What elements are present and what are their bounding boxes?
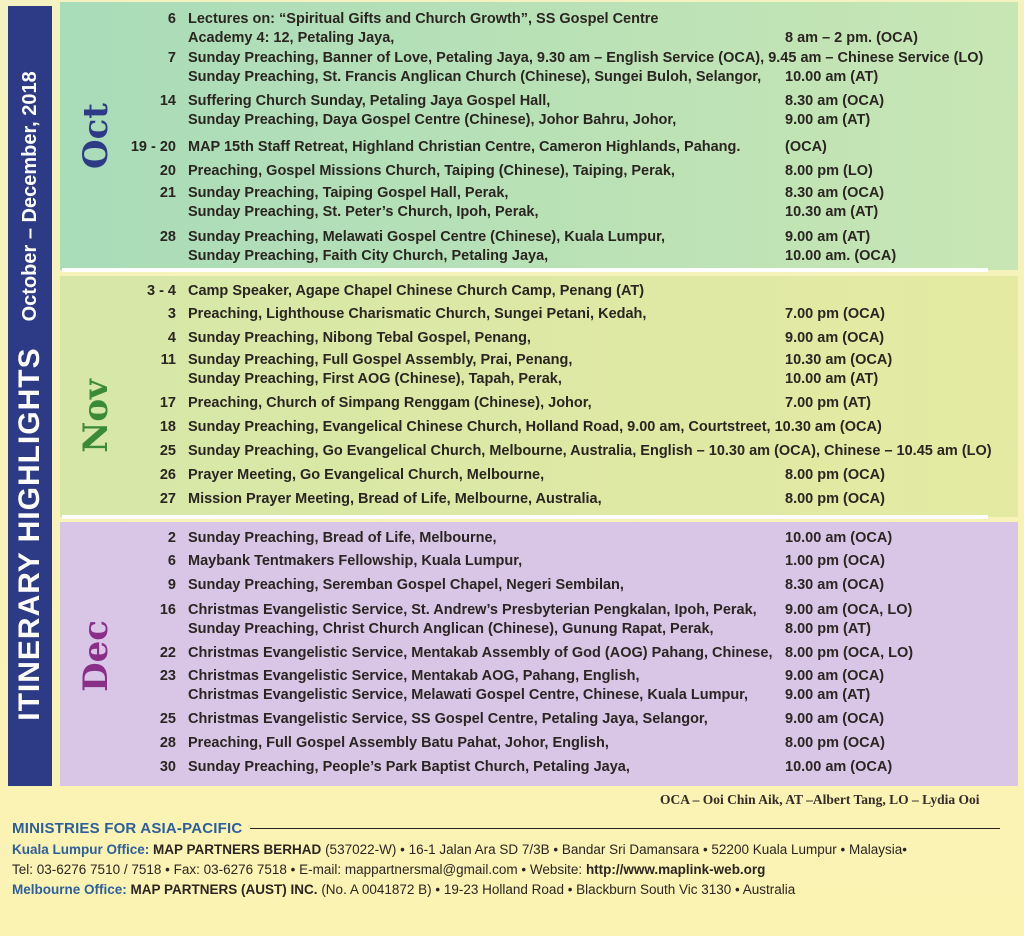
event-desc: Christmas Evangelistic Service, SS Gospel Centre, Petaling Jaya, Selangor, <box>188 711 708 727</box>
event-time: 9.00 am (OCA) <box>785 668 885 684</box>
event-desc: Preaching, Full Gospel Assembly Batu Pahat, Johor, English, <box>188 735 609 751</box>
date-range: October – December, 2018 <box>18 71 41 322</box>
event-time: 10.00 am (OCA) <box>785 759 893 775</box>
event-day: 16 <box>159 602 176 618</box>
event-time: 8.00 pm (OCA, LO) <box>785 645 914 661</box>
itinerary-row <box>60 93 1018 113</box>
event-time: 8.30 am (OCA) <box>785 577 885 593</box>
event-time: 1.00 pm (OCA) <box>785 553 885 569</box>
event-desc: Sunday Preaching, Daya Gospel Centre (Chinese), Johor Bahru, Johor, <box>188 112 677 128</box>
event-time: 8.30 am (OCA) <box>785 93 885 109</box>
itinerary-row <box>60 577 1018 597</box>
event-desc: Sunday Preaching, Faith City Church, Petaling Jaya, <box>188 248 549 264</box>
event-time: 8.00 pm (LO) <box>785 163 873 179</box>
event-desc: Sunday Preaching, St. Francis Anglican Church (Chinese), Sungei Buloh, Selangor, <box>188 69 762 85</box>
itinerary-row <box>60 69 1018 89</box>
sidebar-banner <box>8 6 52 786</box>
event-desc: Sunday Preaching, Full Gospel Assembly, Prai, Penang, <box>188 352 573 368</box>
itinerary-row <box>60 687 1018 707</box>
itinerary-row <box>60 204 1018 224</box>
kl-office-name: MAP PARTNERS BERHAD <box>153 842 322 857</box>
event-desc: Sunday Preaching, Evangelical Chinese Church, Holland Road, 9.00 am, Courtstreet, 10.30 am (OCA) <box>188 419 882 435</box>
event-desc: Maybank Tentmakers Fellowship, Kuala Lumpur, <box>188 553 523 569</box>
footer-rule <box>250 828 1000 830</box>
itinerary-row <box>60 553 1018 573</box>
month-dec-label: Dec <box>76 620 116 692</box>
event-day: 27 <box>159 491 176 507</box>
contact-details: Tel: 03-6276 7510 / 7518 • Fax: 03-6276 7518 • E-mail: mappartnersmal@gmail.com • Website: <box>12 862 583 877</box>
event-day: 2 <box>167 530 176 546</box>
event-day: 6 <box>167 11 176 27</box>
event-desc: Academy 4: 12, Petaling Jaya, <box>188 30 395 46</box>
footer-heading-text: MINISTRIES FOR ASIA-PACIFIC <box>12 820 243 837</box>
itinerary-row <box>60 621 1018 641</box>
event-time: 8 am – 2 pm. (OCA) <box>785 30 918 46</box>
itinerary-row <box>60 112 1018 132</box>
itinerary-row <box>60 50 1018 70</box>
event-desc: Suffering Church Sunday, Petaling Jaya Gospel Hall, <box>188 93 551 109</box>
event-desc: Mission Prayer Meeting, Bread of Life, Melbourne, Australia, <box>188 491 602 507</box>
event-time: 8.00 pm (OCA) <box>785 491 885 507</box>
kl-office-line <box>12 842 1012 857</box>
melbourne-office-label: Melbourne Office: <box>12 882 127 897</box>
event-desc: Preaching, Lighthouse Charismatic Church, Sungei Petani, Kedah, <box>188 306 647 322</box>
legend: OCA – Ooi Chin Aik, AT –Albert Tang, LO – Lydia Ooi <box>660 792 980 807</box>
event-time: 10.00 am. (OCA) <box>785 248 897 264</box>
event-desc: Sunday Preaching, Go Evangelical Church, Melbourne, Australia, English – 10.30 am (OCA), Chinese – 10.45 am (LO) <box>188 443 992 459</box>
event-day: 22 <box>159 645 176 661</box>
itinerary-row <box>60 306 1018 326</box>
website-link[interactable]: http://www.maplink-web.org <box>585 862 766 877</box>
event-day: 23 <box>159 668 176 684</box>
event-day: 6 <box>167 553 176 569</box>
event-day: 18 <box>159 419 176 435</box>
event-time: 8.00 pm (OCA) <box>785 735 885 751</box>
event-day: 11 <box>160 352 176 368</box>
november-section <box>60 276 1018 517</box>
december-section <box>60 522 1018 786</box>
event-desc: Sunday Preaching, Bread of Life, Melbourne, <box>188 530 497 546</box>
event-day: 14 <box>159 93 176 109</box>
contact-line <box>12 862 1012 877</box>
itinerary-row <box>60 668 1018 688</box>
event-time: 7.00 pm (AT) <box>785 395 871 411</box>
kl-office-details: (537022-W) • 16-1 Jalan Ara SD 7/3B • Bandar Sri Damansara • 52200 Kuala Lumpur • Malaysia• <box>325 842 907 857</box>
event-time: 9.00 am (OCA, LO) <box>785 602 913 618</box>
event-desc: Sunday Preaching, People’s Park Baptist Church, Petaling Jaya, <box>188 759 630 775</box>
october-section <box>60 2 1018 270</box>
event-time: 9.00 am (AT) <box>785 229 871 245</box>
divider <box>62 268 988 272</box>
event-time: 9.00 am (AT) <box>785 112 871 128</box>
footer <box>12 820 1012 897</box>
melbourne-office-name: MAP PARTNERS (AUST) INC. <box>130 882 318 897</box>
event-time: 8.30 am (OCA) <box>785 185 885 201</box>
itinerary-row <box>60 30 1018 50</box>
event-day: 25 <box>159 711 176 727</box>
itinerary-row <box>60 352 1018 372</box>
month-oct-label: Oct <box>76 102 116 170</box>
month-nov-label: Nov <box>76 379 116 453</box>
event-day: 19 - 20 <box>130 139 176 155</box>
event-desc: MAP 15th Staff Retreat, Highland Christian Centre, Cameron Highlands, Pahang. <box>188 139 741 155</box>
event-time: 9.00 am (OCA) <box>785 330 885 346</box>
event-day: 25 <box>159 443 176 459</box>
event-time: 7.00 pm (OCA) <box>785 306 885 322</box>
event-desc: Christmas Evangelistic Service, Mentakab Assembly of God (AOG) Pahang, Chinese, <box>188 645 773 661</box>
event-desc: Sunday Preaching, Banner of Love, Petaling Jaya, 9.30 am – English Service (OCA), 9.45 am – Chinese Service (LO) <box>188 50 984 66</box>
event-desc: Preaching, Gospel Missions Church, Taiping (Chinese), Taiping, Perak, <box>188 163 675 179</box>
itinerary-row <box>60 759 1018 779</box>
event-day: 28 <box>159 229 176 245</box>
itinerary-row <box>60 491 1018 511</box>
itinerary-row <box>60 11 1018 31</box>
event-desc: Sunday Preaching, Christ Church Anglican (Chinese), Gunung Rapat, Perak, <box>188 621 714 637</box>
event-day: 26 <box>159 467 176 483</box>
itinerary-row <box>60 139 1018 159</box>
itinerary-row <box>60 371 1018 391</box>
event-day: 30 <box>159 759 176 775</box>
event-time: 10.00 am (AT) <box>785 371 879 387</box>
event-day: 3 - 4 <box>146 283 176 299</box>
itinerary-row <box>60 645 1018 665</box>
itinerary-row <box>60 330 1018 350</box>
event-desc: Christmas Evangelistic Service, St. Andrew’s Presbyterian Pengkalan, Ipoh, Perak, <box>188 602 757 618</box>
event-day: 28 <box>159 735 176 751</box>
itinerary-row <box>60 530 1018 550</box>
event-time: 10.00 am (AT) <box>785 69 879 85</box>
event-time: 9.00 am (OCA) <box>785 711 885 727</box>
sidebar-inner <box>8 6 52 786</box>
event-desc: Sunday Preaching, Melawati Gospel Centre (Chinese), Kuala Lumpur, <box>188 229 665 245</box>
event-desc: Sunday Preaching, Taiping Gospel Hall, Perak, <box>188 185 509 201</box>
event-desc: Sunday Preaching, First AOG (Chinese), Tapah, Perak, <box>188 371 562 387</box>
itinerary-row <box>60 395 1018 415</box>
event-desc: Camp Speaker, Agape Chapel Chinese Church Camp, Penang (AT) <box>188 283 645 299</box>
event-desc: Christmas Evangelistic Service, Mentakab AOG, Pahang, English, <box>188 668 640 684</box>
event-day: 9 <box>167 577 176 593</box>
event-time: 8.00 pm (OCA) <box>785 467 885 483</box>
itinerary-row <box>60 602 1018 622</box>
divider <box>62 515 988 519</box>
event-time: (OCA) <box>785 139 827 155</box>
event-day: 21 <box>159 185 176 201</box>
event-day: 7 <box>167 50 176 66</box>
itinerary-row <box>60 711 1018 731</box>
event-time: 8.00 pm (AT) <box>785 621 871 637</box>
event-day: 3 <box>167 306 176 322</box>
itinerary-row <box>60 467 1018 487</box>
kl-office-label: Kuala Lumpur Office: <box>12 842 150 857</box>
event-time: 10.30 am (AT) <box>785 204 879 220</box>
melbourne-office-line <box>12 882 1012 897</box>
itinerary-row <box>60 419 1018 439</box>
itinerary-row <box>60 283 1018 303</box>
event-time: 10.30 am (OCA) <box>785 352 893 368</box>
melbourne-office-details: (No. A 0041872 B) • 19-23 Holland Road • Blackburn South Vic 3130 • Australia <box>321 882 796 897</box>
itinerary-row <box>60 735 1018 755</box>
itinerary-row <box>60 163 1018 183</box>
event-desc: Lectures on: “Spiritual Gifts and Church Growth”, SS Gospel Centre <box>188 11 659 27</box>
event-day: 4 <box>167 330 176 346</box>
event-day: 20 <box>159 163 176 179</box>
itinerary-row <box>60 248 1018 268</box>
event-desc: Prayer Meeting, Go Evangelical Church, Melbourne, <box>188 467 545 483</box>
event-day: 17 <box>159 395 176 411</box>
event-desc: Sunday Preaching, Nibong Tebal Gospel, Penang, <box>188 330 531 346</box>
itinerary-row <box>60 185 1018 205</box>
itinerary-title: ITINERARY HIGHLIGHTS <box>13 347 46 721</box>
footer-heading <box>12 820 1012 837</box>
event-desc: Christmas Evangelistic Service, Melawati Gospel Centre, Chinese, Kuala Lumpur, <box>188 687 749 703</box>
event-desc: Sunday Preaching, St. Peter’s Church, Ipoh, Perak, <box>188 204 539 220</box>
event-time: 10.00 am (OCA) <box>785 530 893 546</box>
itinerary-row <box>60 229 1018 249</box>
event-desc: Preaching, Church of Simpang Renggam (Chinese), Johor, <box>188 395 592 411</box>
event-time: 9.00 am (AT) <box>785 687 871 703</box>
itinerary-row <box>60 443 1018 463</box>
event-desc: Sunday Preaching, Seremban Gospel Chapel, Negeri Sembilan, <box>188 577 624 593</box>
